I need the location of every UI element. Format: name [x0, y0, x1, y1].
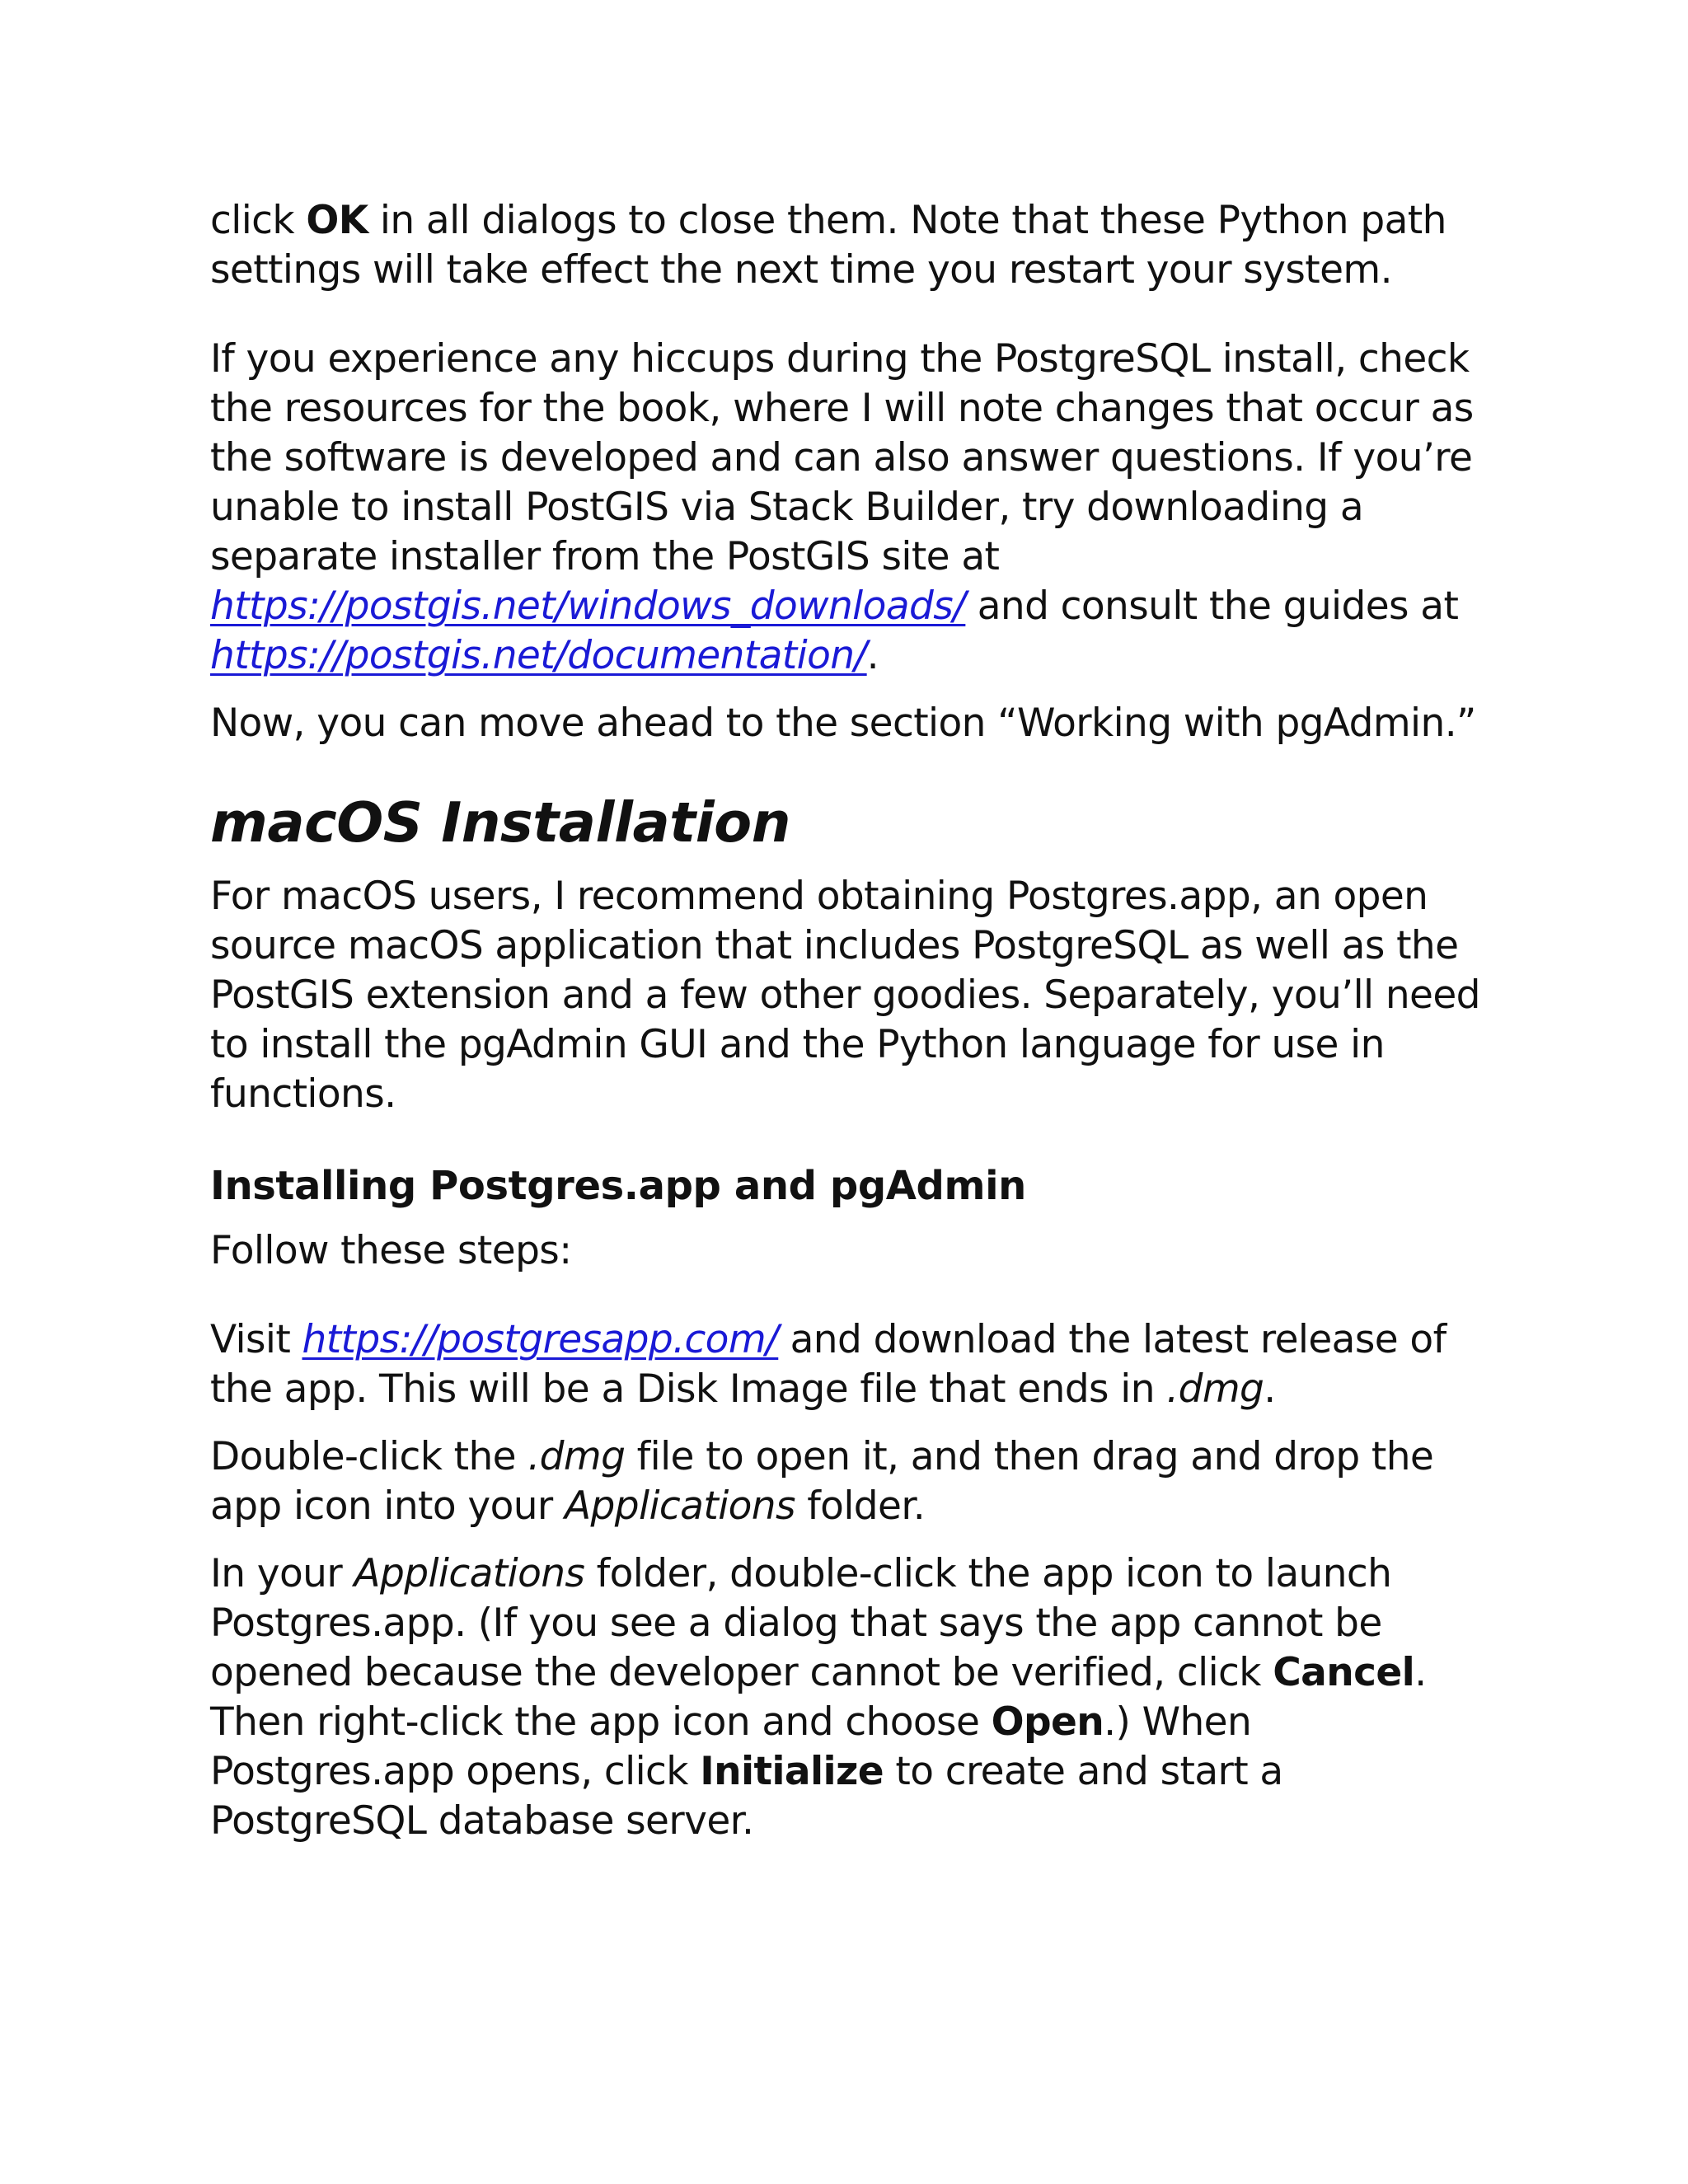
- paragraph-python-path-note: [210, 196, 1496, 295]
- text-run: .) When Postgres.app opens, click: [210, 1699, 1252, 1794]
- link-postgis-windows-downloads[interactable]: https://postgis.net/windows_downloads/: [210, 583, 966, 629]
- link-postgis-documentation[interactable]: https://postgis.net/documentation/: [210, 633, 867, 678]
- applications-folder-name: Applications: [354, 1551, 585, 1596]
- dmg-extension: .dmg: [1166, 1366, 1264, 1412]
- heading-installing-postgres-app: Installing Postgres.app and pgAdmin: [210, 1163, 1026, 1209]
- text-run: file to open it, and then drag and drop the app icon into your: [210, 1434, 1434, 1529]
- ok-button-reference: OK: [306, 198, 368, 243]
- link-postgresapp[interactable]: https://postgresapp.com/: [302, 1317, 779, 1362]
- text-run: .: [1264, 1366, 1276, 1412]
- paragraph-follow-steps: Follow these steps:: [210, 1228, 572, 1273]
- dmg-extension: .dmg: [528, 1434, 626, 1479]
- paragraph-install-hiccups: [210, 335, 1496, 681]
- text-run: and download the latest release of the app. This will be a Disk Image file that ends in: [210, 1317, 1447, 1412]
- applications-folder-name: Applications: [564, 1483, 795, 1529]
- text-run: in all dialogs to close them. Note that these Python path settings will take effect the next time you restart your system.: [210, 198, 1447, 293]
- paragraph-macos-intro: For macOS users, I recommend obtaining Postgres.app, an open source macOS application that includes PostgreSQL as well as the PostGIS extension and a few other goodies. Separately, you’ll need to install the pgAdmin GUI and the Python language for use in functions.: [210, 874, 1480, 1117]
- text-run: and consult the guides at: [965, 583, 1459, 629]
- text-run: to create and start a PostgreSQL database server.: [210, 1749, 1283, 1844]
- text-run: folder.: [795, 1483, 926, 1529]
- text-run: Visit: [210, 1317, 302, 1362]
- document-page: [210, 196, 1496, 1846]
- paragraph-step-double-click: [210, 1432, 1496, 1531]
- text-run: click: [210, 198, 307, 243]
- heading-macos-installation: macOS Installation: [210, 790, 790, 855]
- text-run: Double-click the: [210, 1434, 528, 1479]
- cancel-button-reference: Cancel: [1273, 1650, 1415, 1695]
- text-run: In your: [210, 1551, 354, 1596]
- paragraph-step-visit: [210, 1315, 1496, 1414]
- open-menu-reference: Open: [991, 1699, 1104, 1745]
- text-run: folder, double-click the app icon to launch Postgres.app. (If you see a dialog that says the app cannot be opened because the developer cannot be verified, click: [210, 1551, 1392, 1695]
- text-run: .: [866, 633, 879, 678]
- paragraph-move-ahead: Now, you can move ahead to the section “Working with pgAdmin.”: [210, 701, 1476, 746]
- paragraph-step-launch: [210, 1549, 1496, 1846]
- initialize-button-reference: Initialize: [700, 1749, 884, 1794]
- text-run: . Then right-click the app icon and choose: [210, 1650, 1427, 1745]
- text-run: If you experience any hiccups during the PostgreSQL install, check the resources for the book, where I will note changes that occur as the software is developed and can also answer questions. If you’re unable to install PostGIS via Stack Builder, try downloading a separate installer from the PostGIS site at: [210, 336, 1474, 579]
